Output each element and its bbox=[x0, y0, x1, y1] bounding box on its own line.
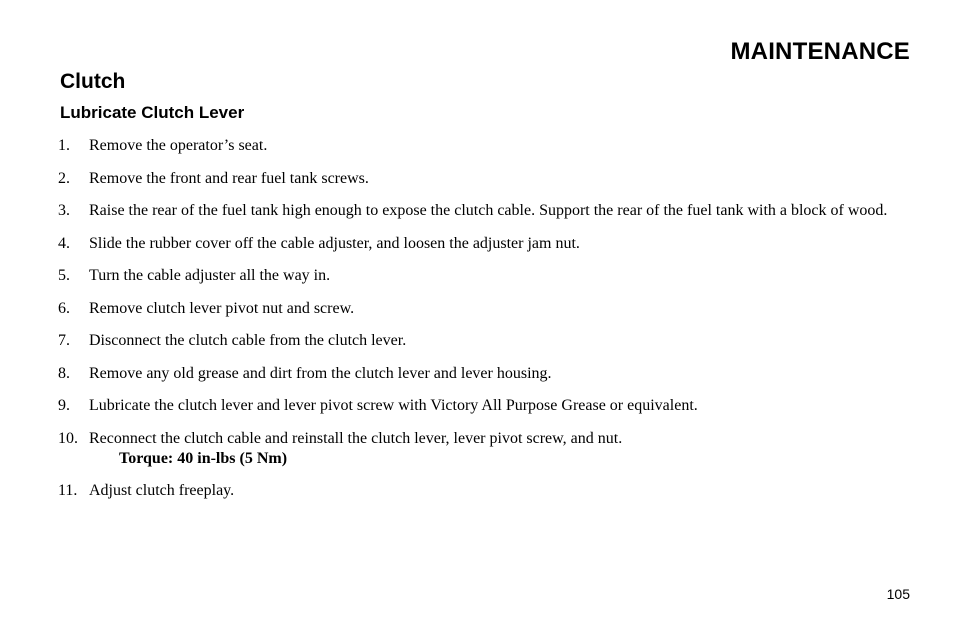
step-number: 7. bbox=[58, 332, 70, 349]
torque-spec: Torque: 40 in-lbs (5 Nm) bbox=[119, 449, 288, 467]
step-3 bbox=[58, 202, 908, 220]
step-1 bbox=[58, 137, 908, 155]
step-number: 8. bbox=[58, 364, 70, 382]
subsection-title: Lubricate Clutch Lever bbox=[60, 103, 245, 122]
step-number: 5. bbox=[58, 267, 70, 284]
step-text: Turn the cable adjuster all the way in. bbox=[89, 267, 331, 284]
step-number: 2. bbox=[58, 169, 70, 187]
step-2 bbox=[58, 170, 908, 188]
step-text: Raise the rear of the fuel tank high enough to expose the clutch cable. Support the rear of the fuel tank with a block of wood. bbox=[89, 202, 888, 219]
procedure-steps bbox=[58, 137, 908, 515]
step-9 bbox=[58, 397, 908, 415]
section-title: Clutch bbox=[60, 70, 126, 93]
step-text: Remove any old grease and dirt from the clutch lever and lever housing. bbox=[89, 364, 552, 382]
step-5 bbox=[58, 267, 908, 285]
step-number: 9. bbox=[58, 397, 70, 414]
step-text: Remove clutch lever pivot nut and screw. bbox=[89, 299, 355, 317]
step-number: 11. bbox=[58, 482, 78, 499]
step-number: 6. bbox=[58, 299, 70, 317]
step-6 bbox=[58, 300, 908, 318]
step-11 bbox=[58, 482, 908, 500]
section-header: MAINTENANCE bbox=[730, 38, 910, 65]
step-text: Remove the operator’s seat. bbox=[89, 137, 268, 154]
step-number: 1. bbox=[58, 137, 70, 154]
step-8 bbox=[58, 365, 908, 383]
step-text: Remove the front and rear fuel tank screws. bbox=[89, 169, 369, 187]
step-text: Reconnect the clutch cable and reinstall the clutch lever, lever pivot screw, and nut. bbox=[89, 429, 623, 447]
step-10 bbox=[58, 430, 908, 468]
page-number: 105 bbox=[886, 586, 910, 602]
step-text: Disconnect the clutch cable from the clutch lever. bbox=[89, 332, 407, 349]
step-text: Lubricate the clutch lever and lever pivot screw with Victory All Purpose Grease or equivalent. bbox=[89, 397, 698, 414]
step-number: 10. bbox=[58, 429, 78, 447]
step-number: 4. bbox=[58, 234, 70, 252]
step-4 bbox=[58, 235, 908, 253]
step-number: 3. bbox=[58, 202, 70, 219]
step-text: Adjust clutch freeplay. bbox=[89, 482, 235, 499]
step-7 bbox=[58, 332, 908, 350]
step-text: Slide the rubber cover off the cable adjuster, and loosen the adjuster jam nut. bbox=[89, 234, 580, 252]
